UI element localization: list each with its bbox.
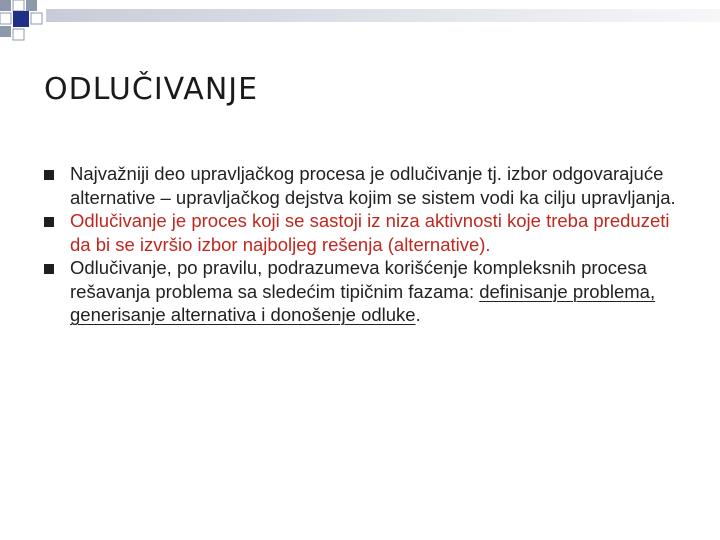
slide-title: ODLUČIVANJE <box>44 72 259 107</box>
phase-definisanje-problema: definisanje problema <box>479 280 650 302</box>
sentence-end: . <box>415 304 421 325</box>
decor-square <box>13 0 24 11</box>
bullet-text: Odlučivanje je proces koji se sastoji iz niza aktivnosti koje treba preduzeti da bi se izvršio izbor najboljeg rešenja (alternative). <box>70 210 670 255</box>
square-bullet-icon <box>44 217 54 227</box>
square-bullet-icon <box>44 170 54 180</box>
list-item <box>44 256 684 327</box>
bullet-text <box>70 256 684 327</box>
header-decoration <box>0 0 720 48</box>
decor-square <box>26 0 37 11</box>
list-item <box>44 162 684 209</box>
phase-separator: i <box>256 304 271 325</box>
header-gradient-bar <box>46 9 720 22</box>
decor-square <box>0 26 11 37</box>
decor-square <box>13 29 24 40</box>
phase-donosenje-odluke: donošenje odluke <box>270 304 416 325</box>
phase-generisanje-alternativa: generisanje alternativa <box>70 304 257 325</box>
decor-square <box>0 0 11 11</box>
phase-separator: , <box>649 280 656 302</box>
decor-square <box>0 13 11 24</box>
list-item <box>44 209 684 256</box>
square-bullet-icon <box>44 264 54 274</box>
bullet-list <box>44 162 684 327</box>
bullet-text-intro: Odlučivanje, po pravilu, podrazumeva korišćenje kompleksnih procesa rešavanja problema sa sledećim tipičnim fazama: <box>70 257 647 302</box>
decor-square-blue <box>13 11 29 27</box>
decor-square <box>31 13 42 24</box>
bullet-text: Najvažniji deo upravljačkog procesa je odlučivanje tj. izbor odgovarajuće alternative – upravljačkog dejstva kojim se sistem vodi ka cilju upravljanja. <box>70 163 676 208</box>
